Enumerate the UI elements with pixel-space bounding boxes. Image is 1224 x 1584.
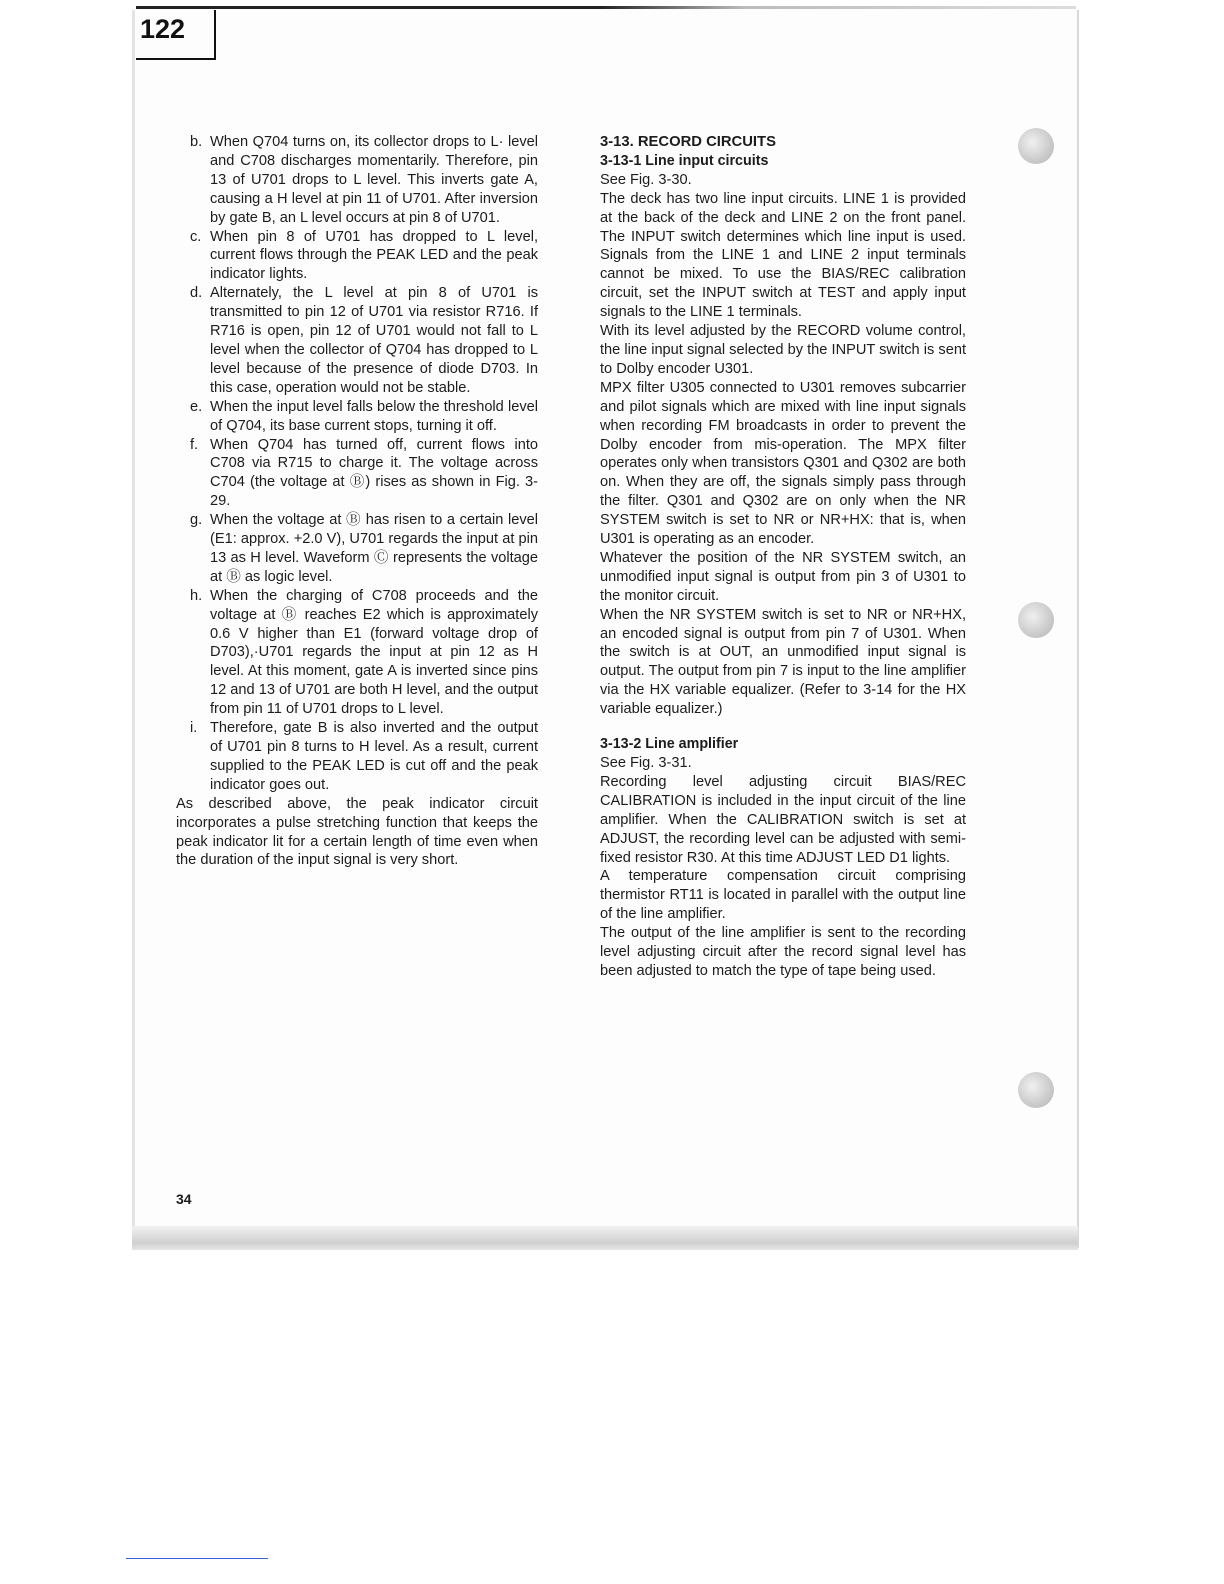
binder-hole-icon — [1018, 602, 1054, 638]
figure-reference: See Fig. 3-31. — [600, 755, 692, 771]
list-item-text: When Q704 has turned off, current flows into C708 via R715 to charge it. The voltage across C704 (the voltage at Ⓑ) rises as shown in Fig. 3-29. — [210, 436, 538, 510]
list-item-text: Therefore, gate B is also inverted and the output of U701 pin 8 turns to H level. As a result, current supplied to the PEAK LED is cut off and the peak indicator goes out. — [210, 720, 538, 793]
scan-bottom-shadow — [132, 1226, 1078, 1250]
page-number: 34 — [176, 1191, 192, 1207]
list-item-g — [176, 511, 538, 587]
paragraph: MPX filter U305 connected to U301 removes subcarrier and pilot signals which are mixed with line input signals when recording FM broadcasts in order to prevent the Dolby encoder from mis-operation. The MPX filter operates only when transistors Q301 and Q302 are both on. When they are off, the signals simply pass through the filter. Q301 and Q302 are on only when the NR SYSTEM switch is set to NR or NR+HX: that is, when U301 is operating as an encoder. — [600, 379, 966, 548]
paragraph: With its level adjusted by the RECORD volume control, the line input signal selected by the INPUT switch is sent to Dolby encoder U301. — [600, 323, 966, 377]
figure-reference: See Fig. 3-30. — [600, 171, 692, 188]
footer-link-underline — [126, 1558, 268, 1559]
list-item-i — [176, 719, 538, 795]
list-item-text: When the input level falls below the threshold level of Q704, its base current stops, turning it off. — [210, 398, 538, 434]
subsection-heading-line-amplifier: 3-13-2 Line amplifier — [600, 736, 739, 753]
list-item-f — [176, 436, 538, 512]
list-item-text: Alternately, the L level at pin 8 of U701 is transmitted to pin 12 of U701 via resistor R716. If R716 is open, pin 12 of U701 would not fall to L level when the collector of Q704 has dropped to L level because of the presence of diode D703. In this case, operation would not be stable. — [210, 285, 538, 396]
top-rule-fade — [600, 6, 1076, 9]
list-marker: d. — [190, 285, 203, 302]
list-item-text: When the voltage at Ⓑ has risen to a certain level (E1: approx. +2.0 V), U701 regards the input at pin 13 as H level. Waveform Ⓒ represents the voltage at Ⓑ as logic level. — [210, 512, 538, 585]
list-item-h — [176, 587, 538, 719]
list-item-d — [176, 284, 538, 397]
archive-number: 122 — [140, 14, 186, 44]
list-marker: e. — [190, 398, 203, 415]
section-gap — [600, 719, 966, 735]
list-marker: h. — [190, 587, 203, 604]
list-item-b — [176, 133, 538, 228]
paragraph: Recording level adjusting circuit BIAS/REC CALIBRATION is included in the input circuit of the line amplifier. When the CALIBRATION switch is set at ADJUST, the recording level can be adjusted with semi-fixed resistor R30. At this time ADJUST LED D1 lights. — [600, 773, 966, 866]
list-item-text: When the charging of C708 proceeds and the voltage at Ⓑ reaches E2 which is approximately 0.6 V higher than E1 (forward voltage drop of D703),·U701 regards the input at pin 12 as H level. At this moment, gate A is inverted since pins 12 and 13 of U701 are both H level, and the output from pin 11 of U701 drops to L level. — [210, 587, 538, 718]
paragraph: The output of the line amplifier is sent to the recording level adjusting circuit after the record signal level has been adjusted to match the type of tape being used. — [600, 925, 966, 979]
list-item-text: When Q704 turns on, its collector drops to L· level and C708 discharges momentarily. Therefore, pin 13 of U701 drops to L level. This inverts gate A, causing a H level at pin 11 of U701. After inversion by gate B, an L level occurs at pin 8 of U701. — [210, 134, 538, 226]
list-item-e — [176, 398, 538, 436]
list-item-text: When pin 8 of U701 has dropped to L level, current flows through the PEAK LED and the peak indicator lights. — [210, 228, 538, 283]
section-heading: 3-13. RECORD CIRCUITS — [600, 134, 776, 150]
list-marker: i. — [190, 720, 198, 737]
page-left-edge — [132, 10, 135, 1248]
subsection-heading-line-input: 3-13-1 Line input circuits — [600, 152, 769, 169]
paragraph: A temperature compensation circuit comprising thermistor RT11 is located in parallel with the output line of the line amplifier. — [600, 868, 966, 923]
list-marker: c. — [190, 228, 202, 245]
binder-hole-icon — [1018, 1072, 1054, 1108]
binder-hole-icon — [1018, 128, 1054, 164]
list-item-c — [176, 228, 538, 285]
right-column — [600, 133, 966, 981]
paragraph: When the NR SYSTEM switch is set to NR or NR+HX, an encoded signal is output from pin 7 of U301. When the switch is at OUT, an unmodified input signal is output. The output from pin 7 is input to the line amplifier via the HX variable equalizer. (Refer to 3-14 for the HX variable equalizer.) — [600, 606, 966, 718]
paragraph: The deck has two line input circuits. LINE 1 is provided at the back of the deck and LINE 2 on the front panel. The INPUT switch determines which line input is used. Signals from the LINE 1 and LINE 2 input terminals cannot be mixed. To use the BIAS/REC calibration circuit, set the INPUT switch at TEST and apply input signals to the LINE 1 terminals. — [600, 190, 966, 321]
paragraph: Whatever the position of the NR SYSTEM switch, an unmodified input signal is output from pin 3 of U301 to the monitor circuit. — [600, 549, 966, 604]
page-right-edge — [1077, 10, 1079, 1248]
summary-paragraph: As described above, the peak indicator circuit incorporates a pulse stretching function that keeps the peak indicator lit for a certain length of time even when the duration of the input signal is very short. — [176, 795, 538, 869]
list-marker: f. — [190, 436, 199, 453]
list-marker: b. — [190, 134, 203, 150]
left-column — [176, 133, 538, 870]
list-marker: g. — [190, 512, 203, 529]
